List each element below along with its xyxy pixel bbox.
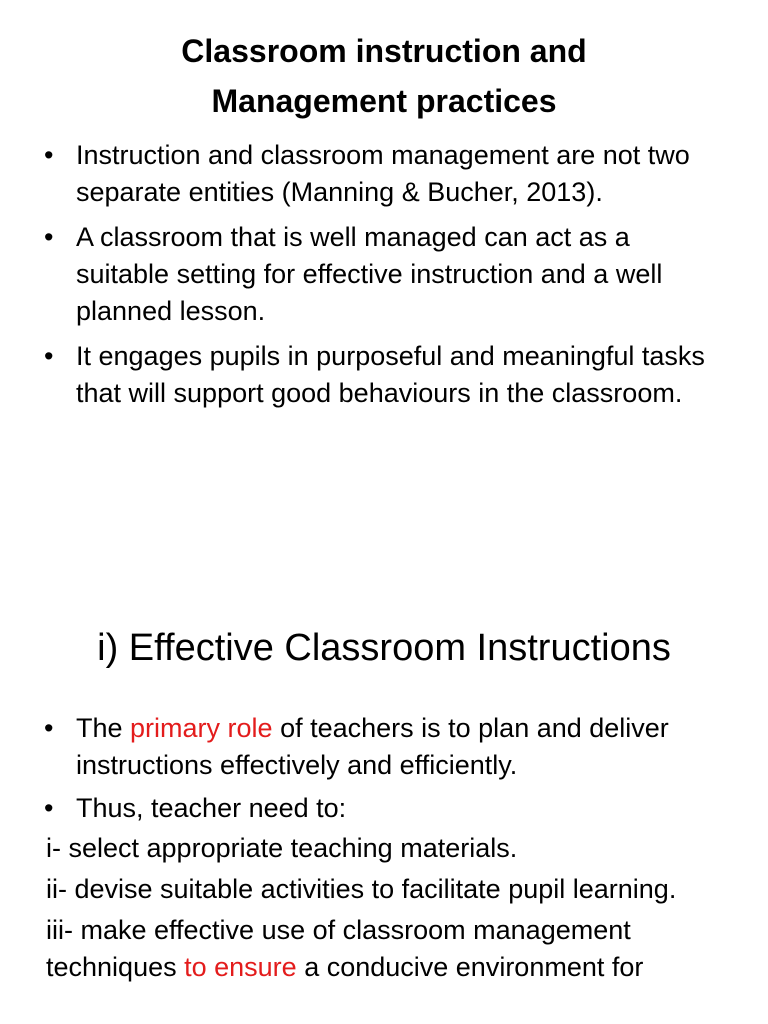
slide-2-bullet-list	[0, 710, 768, 833]
step-text-part: iii- make effective use of classroom management techniques	[46, 915, 631, 982]
bullet-item	[0, 338, 768, 412]
highlighted-text: to ensure	[184, 952, 297, 982]
slide-1-bullet-list	[0, 137, 768, 420]
slide-1-title-line-1: Classroom instruction and	[181, 33, 587, 69]
bullet-icon: •	[44, 222, 54, 252]
bullet-text: A classroom that is well managed can act as a suitable setting for effective instruction and a well planned lesson.	[76, 222, 663, 326]
bullet-icon: •	[44, 341, 54, 371]
bullet-item	[0, 219, 768, 330]
step-list	[46, 830, 736, 990]
bullet-text: Thus, teacher need to:	[76, 793, 347, 823]
bullet-text: It engages pupils in purposeful and meaningful tasks that will support good behaviours in the classroom.	[76, 341, 705, 408]
bullet-icon: •	[44, 140, 54, 170]
bullet-item	[0, 790, 768, 827]
step-item: i- select appropriate teaching materials.	[46, 833, 518, 863]
slide-1-title-line-2: Management practices	[211, 83, 557, 119]
highlighted-text: primary role	[130, 713, 273, 743]
bullet-text-part: The	[76, 713, 131, 743]
bullet-icon: •	[44, 793, 54, 823]
step-item	[46, 912, 736, 986]
bullet-item	[0, 137, 768, 211]
slide-2	[0, 600, 768, 1024]
bullet-text-part: of teachers is to plan and deliver instructions effectively and efficiently.	[76, 713, 669, 780]
step-text-part: a conducive environment for	[296, 952, 644, 982]
step-item: ii- devise suitable activities to facilitate pupil learning.	[46, 874, 677, 904]
slide-2-title: i) Effective Classroom Instructions	[97, 627, 671, 669]
bullet-icon: •	[44, 713, 54, 743]
bullet-item	[0, 710, 768, 784]
slide-1-title	[0, 26, 768, 126]
bullet-text: Instruction and classroom management are not two separate entities (Manning & Bucher, 2013).	[76, 140, 690, 207]
